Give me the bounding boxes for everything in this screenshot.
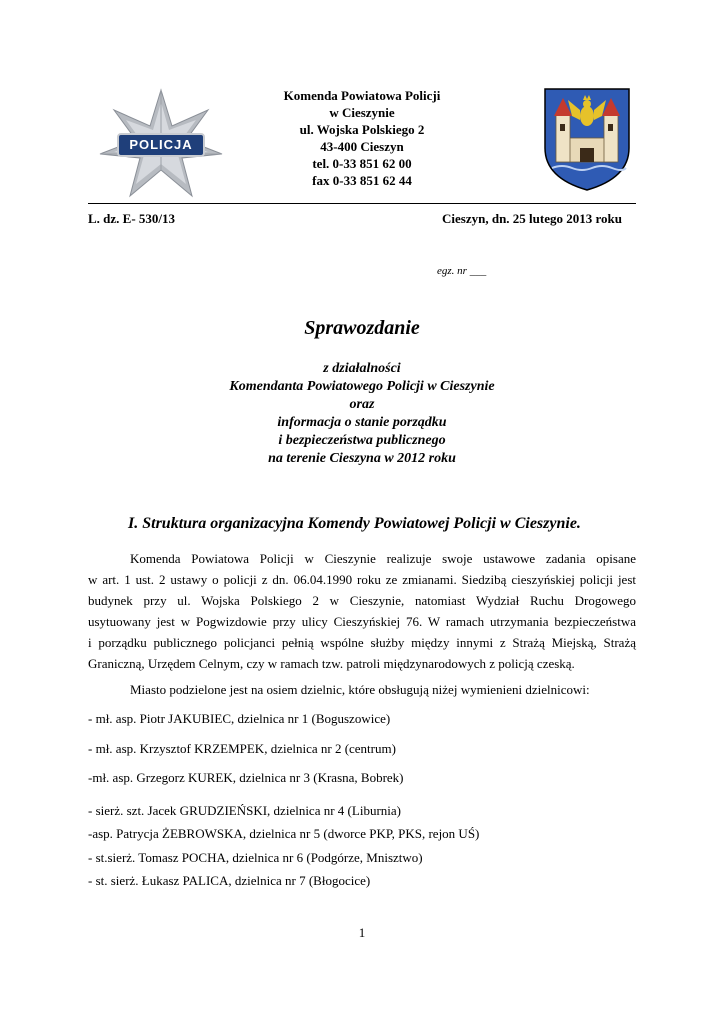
list-item: - mł. asp. Krzysztof KRZEMPEK, dzielnica nr 2 (centrum): [88, 741, 396, 756]
subtitle-line: z działalności: [323, 361, 401, 376]
list-item: -mł. asp. Grzegorz KUREK, dzielnica nr 3 (Krasna, Bobrek): [88, 770, 404, 785]
paragraph-line: w art. 1 ust. 2 ustawy o policji z dn. 06.04.1990 roku ze zmianami. Siedzibą cieszyńskiej policji jest: [88, 572, 636, 587]
list-item: - sierż. szt. Jacek GRUDZIEŃSKI, dzielnica nr 4 (Liburnia): [88, 803, 401, 818]
document-title: Sprawozdanie: [304, 317, 420, 339]
paragraph-line: usytuowany jest w Pogwizdowie przy ulicy Cieszyńskiej 76. W ramach utrzymania bezpieczeństwa: [88, 614, 636, 629]
paragraph-line: Komenda Powiatowa Policji w Cieszynie realizuje swoje ustawowe zadania opisane: [130, 551, 636, 566]
reference-number: L. dz. E- 530/13: [88, 211, 176, 226]
header-line: ul. Wojska Polskiego 2: [299, 122, 425, 137]
list-item: -asp. Patrycja ŻEBROWSKA, dzielnica nr 5 (dworce PKP, PKS, rejon UŚ): [88, 826, 480, 841]
subtitle-line: i bezpieczeństwa publicznego: [278, 433, 446, 448]
paragraph-districts: Miasto podzielone jest na osiem dzielnic, które obsługują niżej wymienieni dzielnicowi:: [130, 682, 590, 697]
badge-text: POLICJA: [129, 137, 193, 152]
header-line: Komenda Powiatowa Policji: [283, 88, 441, 103]
paragraph-line: budynek przy ul. Wojska Polskiego 2 w Cieszynie, natomiast Wydział Ruchu Drogowego: [88, 593, 636, 608]
header-line: tel. 0-33 851 62 00: [312, 156, 412, 171]
paragraph-structure: [88, 548, 636, 674]
header-line: fax 0-33 851 62 44: [312, 173, 412, 188]
paragraph-line: Graniczną, Urzędem Celnym, czy w ramach tzw. patroli międzynarodowych z policją czeską.: [88, 656, 575, 671]
list-item: - mł. asp. Piotr JAKUBIEC, dzielnica nr 1 (Boguszowice): [88, 711, 391, 726]
paragraph-line: i porządku publicznego policjanci pełnią wspólne służby między innymi z Strażą Miejską, Strażą: [88, 635, 636, 650]
subtitle-line: informacja o stanie porządku: [277, 415, 447, 430]
subtitle-line: oraz: [349, 397, 375, 412]
copy-number: egz. nr ___: [437, 265, 487, 277]
list-item: - st. sierż. Łukasz PALICA, dzielnica nr 7 (Błogocice): [88, 873, 371, 888]
list-item: - st.sierż. Tomasz POCHA, dzielnica nr 6 (Podgórze, Mnisztwo): [88, 850, 423, 865]
subtitle-line: Komendanta Powiatowego Policji w Cieszynie: [229, 379, 495, 394]
section-heading: I. Struktura organizacyjna Komendy Powiatowej Policji w Cieszynie.: [128, 515, 581, 532]
header-line: 43-400 Cieszyn: [320, 139, 404, 154]
document-date: Cieszyn, dn. 25 lutego 2013 roku: [442, 211, 622, 226]
header-line: w Cieszynie: [329, 105, 395, 120]
subtitle-line: na terenie Cieszyna w 2012 roku: [268, 451, 456, 466]
coat-of-arms-icon: [542, 86, 632, 192]
header-divider: [88, 203, 636, 204]
page-number: 1: [358, 925, 366, 940]
